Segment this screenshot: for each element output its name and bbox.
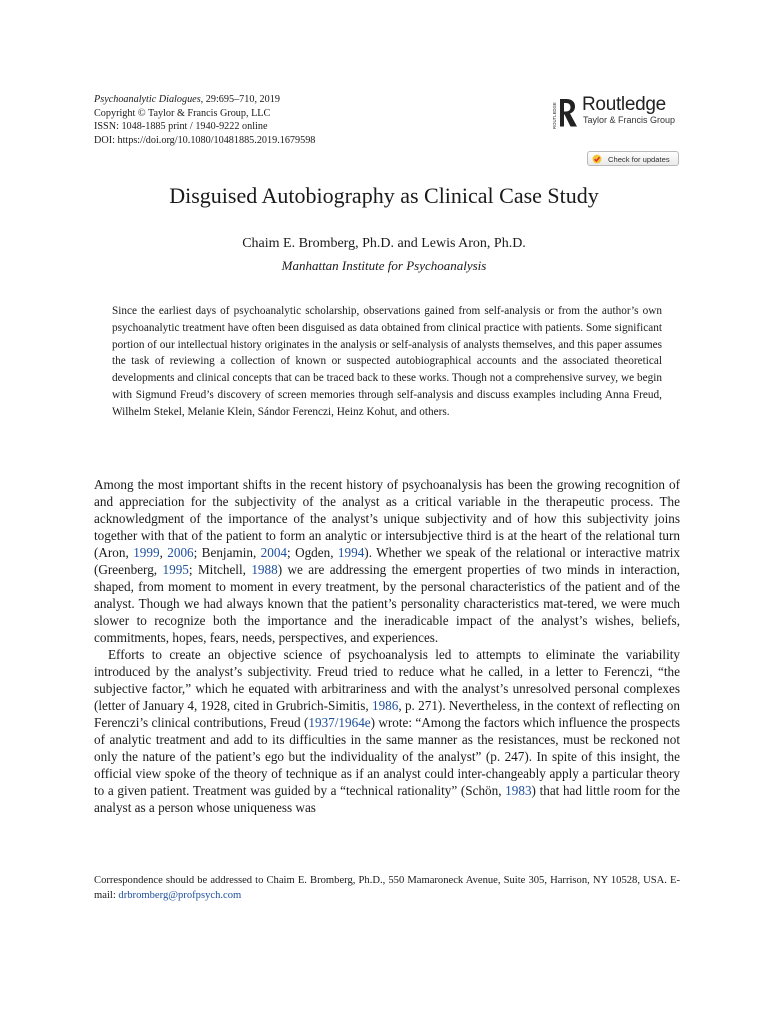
paragraph-1: Among the most important shifts in the recent history of psychoanalysis has been the growing recognition of and appreciation for the subjectivity of the analyst as a critical variable in the therapeutic process. The acknowledgment of the importance of the analyst’s unique subjectivity and of how this subjectivity joins together with that of the patient to form an analytic or intersubjective third is at the heart of the relational turn (Aron, 1999, 2006; Benjamin, 2004; Ogden, 1994). Whether we speak of the relational or interactive matrix (Greenberg, 1995; Mitchell, 1988) we are addressing the emergent properties of two minds in interaction, shaped, from moment to moment in every treatment, by the personal characteristics of the patient and of the analyst. Though we had always known that the patient’s personality characteristics mat-tered, we were much slower to recognize both the importance and the ineradicable impact of the analyst’s wishes, beliefs, commitments, hopes, fears, needs, perspectives, and experiences.: [94, 477, 680, 645]
routledge-logo-icon: [551, 96, 579, 130]
correspondence-footnote: [94, 873, 680, 903]
citation-link[interactable]: 1937/1964e: [308, 715, 371, 730]
citation-link[interactable]: 1999: [133, 545, 160, 560]
citation-link[interactable]: 1994: [337, 545, 365, 560]
check-updates-icon: [592, 154, 602, 164]
doi: DOI: https://doi.org/10.1080/10481885.2019.1679598: [94, 134, 316, 146]
citation-link[interactable]: 1986: [371, 698, 399, 713]
footnote-text: Correspondence should be addressed to Chaim E. Bromberg, Ph.D., 550 Mamaroneck Avenue, Suite 305, Harrison, NY 10528, USA. E-mail:: [94, 875, 680, 901]
citation-volume: , 29:695–710, 2019: [200, 94, 280, 105]
article-affiliation: Manhattan Institute for Psychoanalysis: [281, 258, 487, 273]
logo-vertical-text: ROUTLEDGE: [552, 102, 557, 129]
article-body: [94, 476, 680, 816]
citation-link[interactable]: 1988: [251, 562, 278, 577]
citation-link[interactable]: 2006: [167, 545, 194, 560]
citation-link[interactable]: 1983: [505, 783, 532, 798]
copyright: Copyright © Taylor & Francis Group, LLC: [94, 107, 271, 119]
article-authors: Chaim E. Bromberg, Ph.D. and Lewis Aron, Ph.D.: [242, 236, 526, 251]
paragraph-2: Efforts to create an objective science of psychoanalysis led to attempts to eliminate the variability introduced by the analyst’s subjectivity. Freud tried to reduce what he called, in a letter to Ferenczi, “the subjective factor,” which he equated with arbitrariness and with the analyst’s unresolved personal complexes (letter of January 4, 1928, cited in Grubrich-Simitis, 1986, p. 271). Nevertheless, in the context of reflecting on Ferenczi’s clinical contributions, Freud (1937/1964e) wrote: “Among the factors which influence the prospects of analytic treatment and add to its difficulties in the same manner as the resistances, must be reckoned not only the nature of the patient’s ego but the individuality of the analyst” (p. 247). In spite of this insight, the official view spoke of the theory of technique as if an analyst could inter-changeably apply a particular theory to a given patient. Treatment was guided by a “technical rationality” (Schön, 1983) that had little room for the analyst as a person whose uniqueness was: [94, 647, 680, 815]
routledge-logo[interactable]: [551, 94, 691, 130]
citation-link[interactable]: 2004: [260, 545, 288, 560]
article-title: Disguised Autobiography as Clinical Case Study: [169, 183, 599, 208]
check-updates-label: Check for updates: [608, 154, 670, 164]
journal-name: Psychoanalytic Dialogues: [94, 94, 201, 105]
citation-link[interactable]: 1995: [162, 562, 189, 577]
issn: ISSN: 1048-1885 print / 1940-9222 online: [94, 121, 268, 132]
abstract: Since the earliest days of psychoanalytic scholarship, observations gained from self-analysis or from the author’s own psychoanalytic treatment have often been disguised as data obtained from clinical practice with patients. Some significant portion of our intellectual history originates in the analysis or self-analysis of analysts themselves, and this paper assumes the task of reviewing a collection of known or suspected autobiographical accounts and the associated theoretical developments and clinical concepts that can be traced back to these works. Though not a comprehensive survey, we begin with Sigmund Freud’s discovery of screen memories through self-analysis and discuss examples including Anna Freud, Wilhelm Stekel, Melanie Klein, Sándor Ferenczi, Heinz Kohut, and others.: [112, 305, 662, 418]
email-link[interactable]: drbromberg@profpsych.com: [118, 890, 242, 901]
publisher-group: Taylor & Francis Group: [583, 115, 676, 125]
check-for-updates-button[interactable]: [587, 151, 679, 166]
citation: [94, 93, 424, 107]
publisher-name: Routledge: [582, 94, 666, 115]
journal-metadata: [94, 93, 424, 147]
